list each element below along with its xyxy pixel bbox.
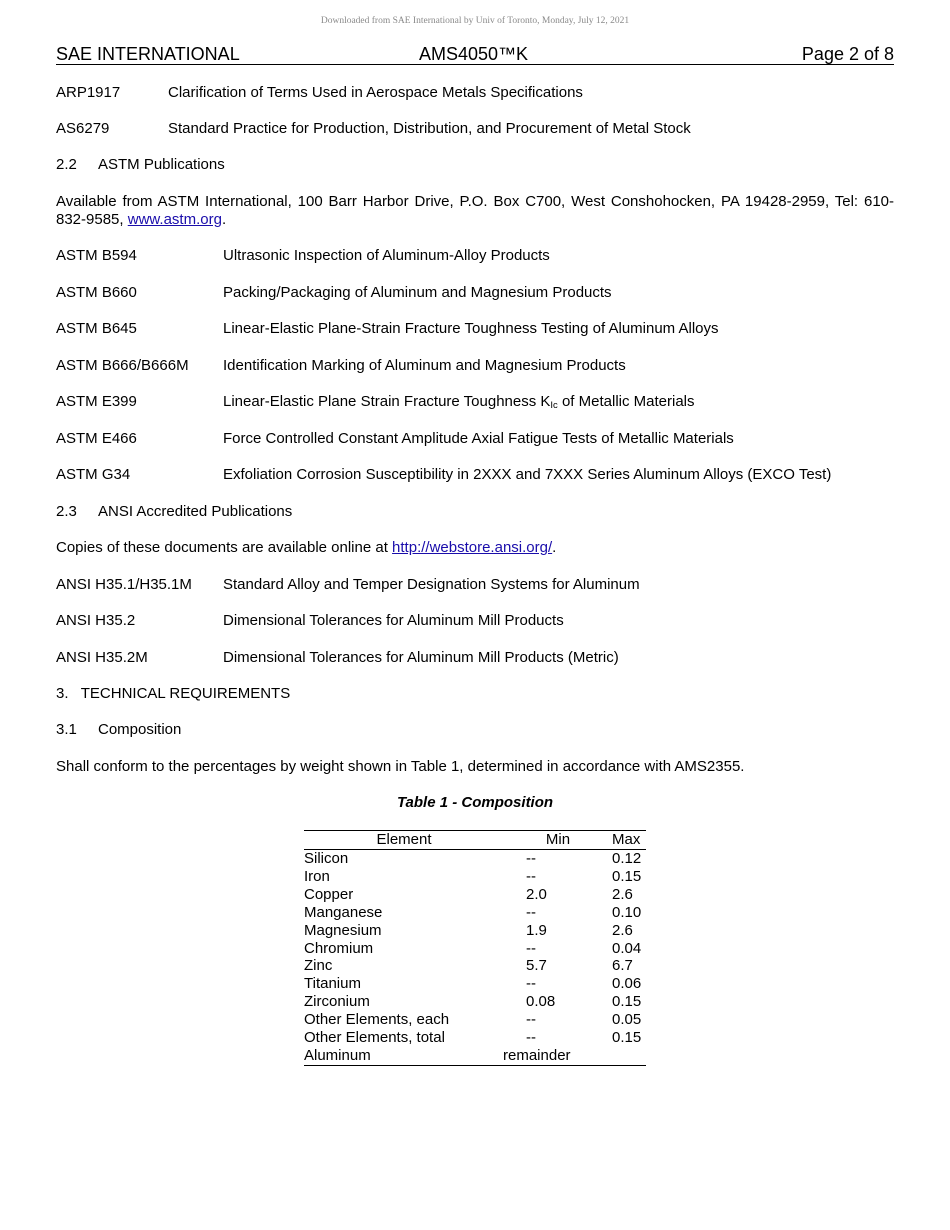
section-number: 2.3 <box>56 503 77 520</box>
cell-max: 0.10 <box>612 903 642 921</box>
cell-min: -- <box>526 975 536 993</box>
table-row <box>304 1029 646 1047</box>
cell-min: remainder <box>503 1046 571 1064</box>
page-header <box>56 44 894 65</box>
astm-availability-text: Available from ASTM International, 100 Barr Harbor Drive, P.O. Box C700, West Conshohocken, PA 19428-2959, Tel: 610-832-9585, <box>56 193 894 228</box>
cell-element: Other Elements, total <box>304 1029 445 1047</box>
astm-availability-paragraph: Available from ASTM International, 100 Barr Harbor Drive, P.O. Box C700, West Conshohocken, PA 19428-2959, Tel: 610-832-9585, www.astm.org. <box>56 193 894 228</box>
ref-code: ASTM G34 <box>56 466 131 483</box>
cell-min: -- <box>526 1029 536 1047</box>
cell-max: 0.12 <box>612 850 642 867</box>
cell-element: Aluminum <box>304 1046 371 1064</box>
composition-table <box>304 830 646 1066</box>
cell-element: Chromium <box>304 939 374 957</box>
cell-min: 5.7 <box>526 957 547 975</box>
ref-title: Dimensional Tolerances for Aluminum Mill Products (Metric) <box>223 649 619 666</box>
ref-title: Force Controlled Constant Amplitude Axial Fatigue Tests of Metallic Materials <box>223 430 734 447</box>
astm-website-link[interactable]: www.astm.org <box>127 211 222 228</box>
cell-max: 0.04 <box>612 939 642 957</box>
ref-code: ANSI H35.1/H35.1M <box>56 576 192 593</box>
section-number: 3.1 <box>56 721 77 738</box>
download-watermark: Downloaded from SAE International by Univ of Toronto, Monday, July 12, 2021 <box>320 16 630 26</box>
technical-requirements-heading: 3. TECHNICAL REQUIREMENTS <box>56 685 291 702</box>
cell-element: Iron <box>304 867 330 885</box>
cell-element: Silicon <box>304 850 349 867</box>
table-row <box>304 975 646 993</box>
table-row <box>304 868 646 886</box>
cell-min: 1.9 <box>526 921 547 939</box>
table-row <box>304 940 646 958</box>
header-doc-number: AMS4050™K <box>419 44 529 64</box>
cell-max: 0.15 <box>612 1029 642 1047</box>
cell-element: Titanium <box>304 975 361 993</box>
cell-element: Copper <box>304 885 354 903</box>
table-row <box>304 1011 646 1029</box>
ref-title: Standard Practice for Production, Distribution, and Procurement of Metal Stock <box>168 120 691 137</box>
cell-min: 0.08 <box>526 993 556 1011</box>
cell-min: -- <box>526 867 536 885</box>
ref-title: Exfoliation Corrosion Susceptibility in 2XXX and 7XXX Series Aluminum Alloys (EXCO Test) <box>223 466 832 483</box>
ansi-availability-text: Copies of these documents are available online at <box>56 539 388 556</box>
table-row <box>304 993 646 1011</box>
ref-title: Identification Marking of Aluminum and Magnesium Products <box>223 357 626 374</box>
ref-title: Clarification of Terms Used in Aerospace Metals Specifications <box>168 84 583 101</box>
ref-code: ASTM E399 <box>56 393 137 410</box>
ref-code: ARP1917 <box>56 84 121 101</box>
cell-min: -- <box>526 939 536 957</box>
table-row <box>304 904 646 922</box>
section-number: 2.2 <box>56 156 77 173</box>
header-publisher: SAE INTERNATIONAL <box>56 44 240 64</box>
cell-max: 0.15 <box>612 993 642 1011</box>
ref-title: Linear-Elastic Plane Strain Fracture Toughness $K_{Ic}$ of Metallic Materials <box>223 393 695 411</box>
column-header-element: Element <box>376 831 432 848</box>
ref-code: ASTM B645 <box>56 320 137 337</box>
cell-max <box>612 1047 646 1065</box>
ref-code: ASTM B660 <box>56 284 137 301</box>
ref-code: ASTM B594 <box>56 247 137 264</box>
ref-title: Linear-Elastic Plane-Strain Fracture Toughness Testing of Aluminum Alloys <box>223 320 719 337</box>
cell-element: Magnesium <box>304 921 382 939</box>
cell-max: 0.05 <box>612 1011 642 1029</box>
table-row <box>304 957 646 975</box>
cell-min: -- <box>526 1011 536 1029</box>
cell-max: 0.15 <box>612 867 642 885</box>
ref-title: Packing/Packaging of Aluminum and Magnesium Products <box>223 284 612 301</box>
cell-max: 0.06 <box>612 975 642 993</box>
cell-min: 2.0 <box>526 885 547 903</box>
ansi-availability-paragraph: Copies of these documents are available online at http://webstore.ansi.org/. <box>56 539 557 556</box>
ref-title: Standard Alloy and Temper Designation Systems for Aluminum <box>223 576 640 593</box>
table-header-row <box>304 831 646 850</box>
ref-code: ASTM B666/B666M <box>56 357 189 374</box>
ref-code: AS6279 <box>56 120 110 137</box>
table-row <box>304 850 646 868</box>
column-header-min: Min <box>545 831 571 848</box>
table-row <box>304 1047 646 1065</box>
table-row <box>304 886 646 904</box>
cell-max: 2.6 <box>612 921 633 939</box>
cell-element: Manganese <box>304 903 383 921</box>
ref-title: Ultrasonic Inspection of Aluminum-Alloy Products <box>223 247 550 264</box>
section-title: ASTM Publications <box>98 156 225 173</box>
section-title: ANSI Accredited Publications <box>98 503 293 520</box>
ref-title: Dimensional Tolerances for Aluminum Mill Products <box>223 612 564 629</box>
ref-code: ANSI H35.2 <box>56 612 136 629</box>
cell-element: Zirconium <box>304 993 370 1011</box>
ref-code: ASTM E466 <box>56 430 137 447</box>
composition-paragraph: Shall conform to the percentages by weight shown in Table 1, determined in accordance with AMS2355. <box>56 758 745 775</box>
cell-max: 2.6 <box>612 885 633 903</box>
table-caption: Table 1 - Composition <box>396 794 554 811</box>
cell-min: -- <box>526 903 536 921</box>
cell-min: -- <box>526 850 536 867</box>
cell-max: 6.7 <box>612 957 633 975</box>
ansi-webstore-link[interactable]: http://webstore.ansi.org/ <box>392 539 553 556</box>
ref-code: ANSI H35.2M <box>56 649 148 666</box>
k-ic-subscript: Ic <box>550 400 558 411</box>
header-page-number: Page 2 of 8 <box>801 44 894 64</box>
cell-element: Other Elements, each <box>304 1011 450 1029</box>
section-title: Composition <box>98 721 182 738</box>
column-header-max: Max <box>612 831 641 848</box>
table-row <box>304 922 646 940</box>
cell-element: Zinc <box>304 957 333 975</box>
